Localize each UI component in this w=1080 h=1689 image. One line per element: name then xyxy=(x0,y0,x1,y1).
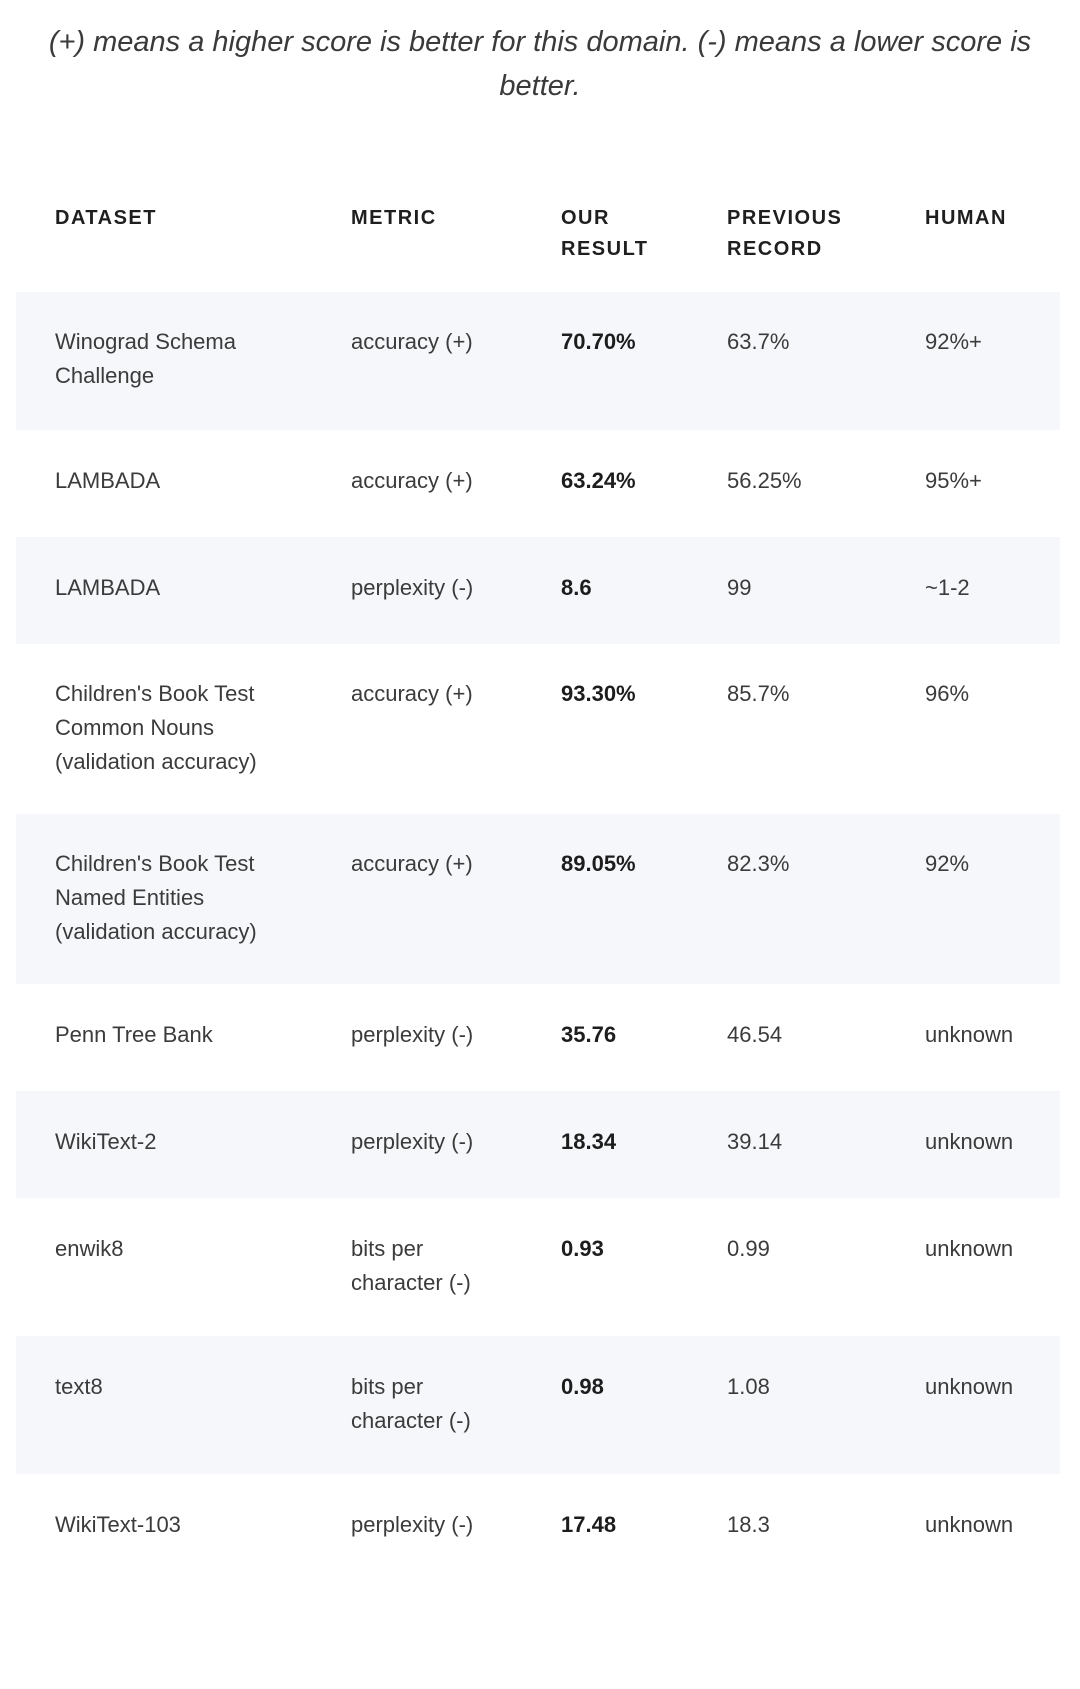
cell-metric: accuracy (+) xyxy=(351,468,473,493)
cell-dataset: WikiText-2 xyxy=(16,1091,312,1198)
cell-previous-record: 99 xyxy=(688,537,886,644)
cell-our-result: 18.34 xyxy=(522,1091,688,1198)
cell-dataset: WikiText-103 xyxy=(55,1512,181,1537)
table-row xyxy=(16,430,1060,537)
cell-dataset: LAMBADA xyxy=(55,468,161,493)
cell-metric: bits per character (-) xyxy=(351,1236,471,1295)
cell-dataset: Penn Tree Bank xyxy=(55,1022,213,1047)
header-metric: METRIC xyxy=(351,207,437,229)
table-row xyxy=(16,814,1060,984)
cell-dataset: Winograd Schema Challenge xyxy=(16,292,312,430)
cell-previous-record: 0.99 xyxy=(727,1236,770,1261)
cell-our-result: 89.05% xyxy=(522,814,688,984)
cell-our-result: 0.93 xyxy=(561,1236,604,1261)
results-table xyxy=(16,185,1060,1581)
cell-previous-record: 56.25% xyxy=(727,468,802,493)
cell-metric: accuracy (+) xyxy=(351,681,473,706)
cell-metric: perplexity (-) xyxy=(312,1091,522,1198)
header-row xyxy=(16,185,1060,292)
cell-metric: accuracy (+) xyxy=(312,814,522,984)
cell-our-result: 35.76 xyxy=(561,1022,617,1047)
table-row xyxy=(16,1336,1060,1474)
cell-human: unknown xyxy=(925,1022,1014,1047)
cell-our-result: 0.98 xyxy=(522,1336,688,1474)
cell-human: unknown xyxy=(925,1236,1014,1261)
cell-previous-record: 18.3 xyxy=(727,1512,770,1537)
cell-previous-record: 39.14 xyxy=(688,1091,886,1198)
header-dataset: DATASET xyxy=(55,207,157,229)
cell-metric: bits per character (-) xyxy=(312,1336,522,1474)
table-row xyxy=(16,537,1060,644)
table-row xyxy=(16,1198,1060,1336)
header-human: HUMAN xyxy=(925,207,1007,229)
table-row xyxy=(16,1474,1060,1581)
cell-human: ~1-2 xyxy=(886,537,1060,644)
table-header xyxy=(16,185,1060,292)
cell-previous-record: 85.7% xyxy=(727,681,790,706)
table-body xyxy=(16,292,1060,1581)
cell-dataset: Children's Book Test Named Entities (validation accuracy) xyxy=(16,814,312,984)
results-table-container xyxy=(16,185,1060,1581)
cell-dataset: LAMBADA xyxy=(16,537,312,644)
cell-previous-record: 82.3% xyxy=(688,814,886,984)
cell-metric: perplexity (-) xyxy=(312,537,522,644)
cell-human: unknown xyxy=(886,1091,1060,1198)
cell-human: unknown xyxy=(925,1512,1014,1537)
cell-previous-record: 46.54 xyxy=(727,1022,783,1047)
cell-dataset: text8 xyxy=(16,1336,312,1474)
table-caption: (+) means a higher score is better for this domain. (-) means a lower score is better. xyxy=(48,26,1032,102)
cell-our-result: 93.30% xyxy=(561,681,636,706)
cell-previous-record: 1.08 xyxy=(688,1336,886,1474)
cell-our-result: 17.48 xyxy=(561,1512,617,1537)
cell-metric: perplexity (-) xyxy=(351,1022,474,1047)
cell-human: 95%+ xyxy=(925,468,982,493)
table-row xyxy=(16,292,1060,430)
cell-metric: perplexity (-) xyxy=(351,1512,474,1537)
header-previous-record: PREVIOUS RECORD xyxy=(727,207,843,260)
cell-metric: accuracy (+) xyxy=(312,292,522,430)
header-our-result: OUR RESULT xyxy=(561,207,649,260)
cell-our-result: 70.70% xyxy=(522,292,688,430)
cell-human: 96% xyxy=(925,681,970,706)
cell-human: 92%+ xyxy=(886,292,1060,430)
table-row xyxy=(16,984,1060,1091)
cell-dataset: enwik8 xyxy=(55,1236,124,1261)
cell-our-result: 8.6 xyxy=(522,537,688,644)
cell-human: unknown xyxy=(886,1336,1060,1474)
table-row xyxy=(16,1091,1060,1198)
table-row xyxy=(16,644,1060,814)
cell-dataset: Children's Book Test Common Nouns (validation accuracy) xyxy=(55,681,257,774)
cell-human: 92% xyxy=(886,814,1060,984)
cell-our-result: 63.24% xyxy=(561,468,636,493)
cell-previous-record: 63.7% xyxy=(688,292,886,430)
